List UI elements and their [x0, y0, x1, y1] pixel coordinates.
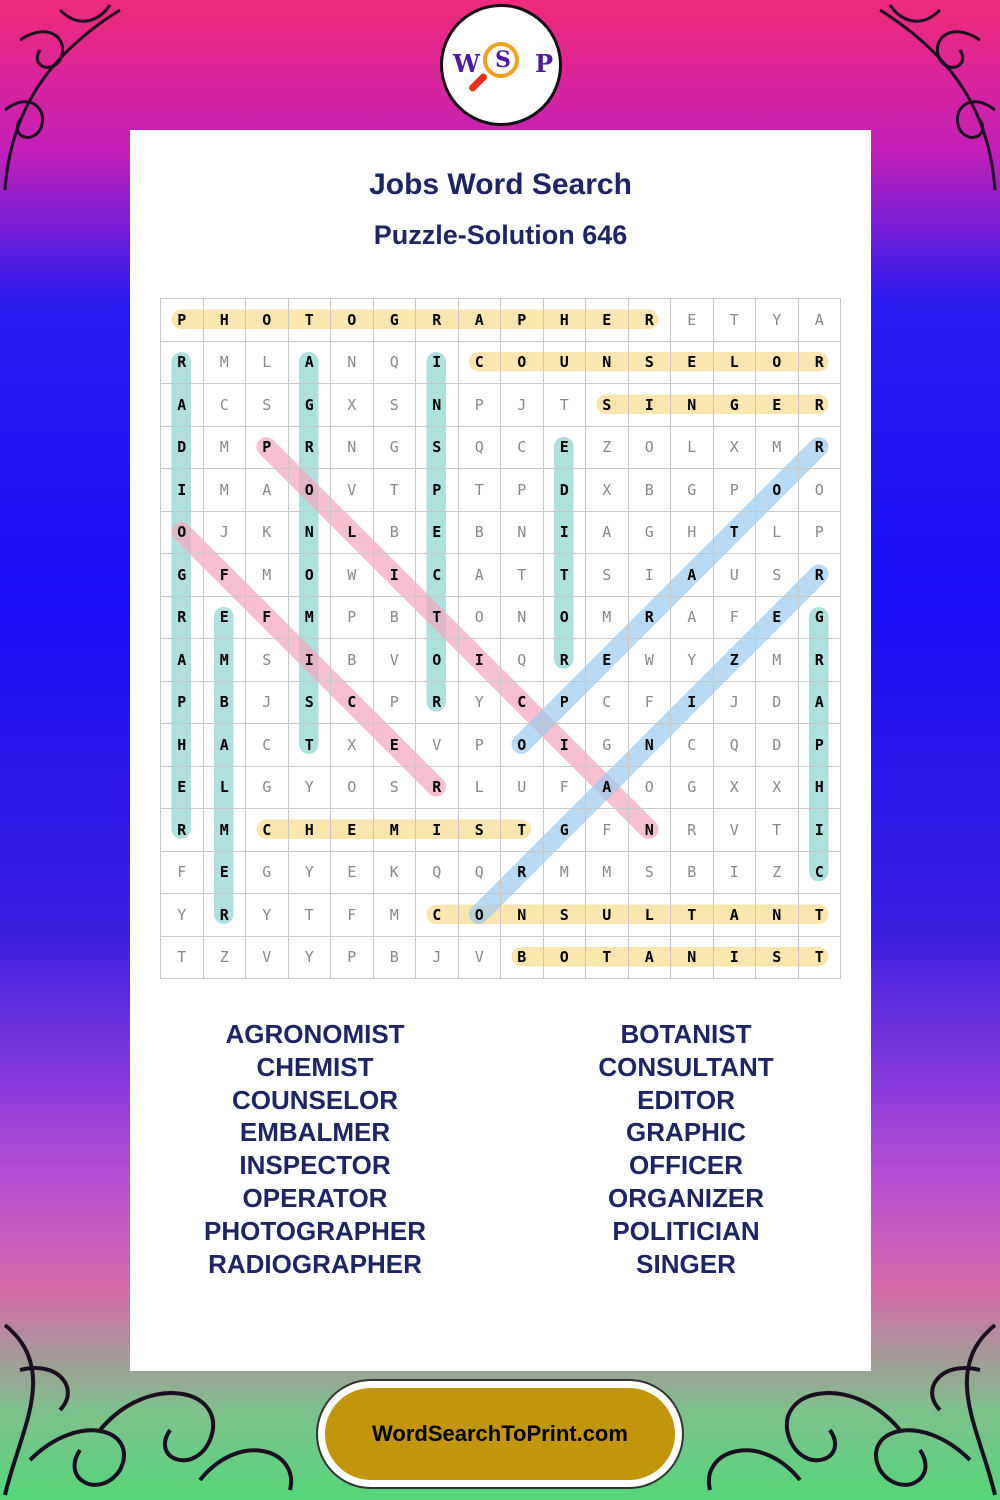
grid-cell: A [459, 299, 502, 342]
letter-grid [160, 298, 841, 979]
grid-cell: I [416, 809, 459, 852]
grid-cell: N [586, 342, 629, 385]
grid-cell: I [671, 682, 714, 725]
grid-cell: T [799, 894, 842, 937]
grid-cell: S [629, 342, 672, 385]
grid-cell: P [501, 299, 544, 342]
grid-cell: K [246, 512, 289, 555]
grid-cell: O [459, 894, 502, 937]
grid-cell: G [161, 554, 204, 597]
word-list-item: POLITICIAN [612, 1215, 760, 1246]
word-list-item: PHOTOGRAPHER [204, 1215, 426, 1246]
grid-cell: M [374, 894, 417, 937]
site-link-button[interactable] [325, 1388, 675, 1480]
grid-cell: B [671, 852, 714, 895]
grid-cell: N [629, 724, 672, 767]
grid-cell: J [204, 512, 247, 555]
grid-cell: G [289, 384, 332, 427]
grid-cell: B [501, 937, 544, 980]
grid-cell: P [799, 724, 842, 767]
grid-cell: H [544, 299, 587, 342]
word-list-item: CONSULTANT [598, 1051, 774, 1082]
grid-cell: F [246, 597, 289, 640]
grid-cell: N [671, 937, 714, 980]
grid-cell: U [544, 342, 587, 385]
grid-cell: C [416, 554, 459, 597]
grid-cell: Q [374, 342, 417, 385]
grid-cell: D [544, 469, 587, 512]
grid-cell: A [799, 682, 842, 725]
grid-cell: X [331, 724, 374, 767]
grid-cell: C [501, 427, 544, 470]
grid-cell: L [204, 767, 247, 810]
grid-cell: M [756, 427, 799, 470]
grid-cell: I [416, 342, 459, 385]
grid-cell: P [161, 299, 204, 342]
grid-cell: Y [459, 682, 502, 725]
grid-cell: R [799, 427, 842, 470]
grid-cell: R [799, 554, 842, 597]
word-list-item: INSPECTOR [239, 1150, 391, 1181]
grid-cell: H [671, 512, 714, 555]
word-list-item: GRAPHIC [626, 1117, 746, 1148]
grid-cell: M [204, 639, 247, 682]
grid-cell: J [501, 384, 544, 427]
grid-cell: P [459, 724, 502, 767]
grid-cell: B [374, 937, 417, 980]
grid-cell: X [714, 767, 757, 810]
grid-cell: Q [714, 724, 757, 767]
grid-cell: Y [289, 937, 332, 980]
grid-cell: I [629, 384, 672, 427]
grid-cell: F [629, 682, 672, 725]
grid-cell: I [544, 724, 587, 767]
grid-cell: R [629, 299, 672, 342]
word-list-item: OFFICER [628, 1150, 744, 1181]
word-list-item: ORGANIZER [608, 1182, 764, 1213]
grid-cell: I [459, 639, 502, 682]
word-list-item: RADIOGRAPHER [208, 1248, 422, 1279]
grid-cell: O [331, 299, 374, 342]
grid-cell: C [416, 894, 459, 937]
site-link-label: WordSearchToPrint.com [372, 1421, 628, 1446]
word-list-item: EMBALMER [239, 1117, 391, 1148]
grid-cell: O [289, 469, 332, 512]
grid-cell: S [629, 852, 672, 895]
grid-cell: E [374, 724, 417, 767]
grid-cell: I [714, 937, 757, 980]
logo-letter-p: P [535, 49, 554, 78]
word-list-item: AGRONOMIST [225, 1019, 405, 1049]
grid-cell: A [161, 384, 204, 427]
grid-cell: G [799, 597, 842, 640]
grid-cell: A [671, 597, 714, 640]
grid-cell: J [714, 682, 757, 725]
grid-cell: Q [416, 852, 459, 895]
grid-cell: P [459, 384, 502, 427]
corner-ornament-top-left [0, 0, 140, 200]
grid-cell: R [204, 894, 247, 937]
grid-cell: A [586, 767, 629, 810]
grid-cell: L [714, 342, 757, 385]
grid-cell: T [586, 937, 629, 980]
grid-cell: P [501, 469, 544, 512]
grid-cell: P [246, 427, 289, 470]
grid-cell: O [799, 469, 842, 512]
grid-cell: S [756, 937, 799, 980]
grid-cell: V [246, 937, 289, 980]
grid-cell: L [671, 427, 714, 470]
grid-cell: T [416, 597, 459, 640]
grid-cell: V [416, 724, 459, 767]
grid-cell: O [501, 342, 544, 385]
grid-cell: V [714, 809, 757, 852]
grid-cell: R [161, 809, 204, 852]
grid-cell: M [586, 597, 629, 640]
word-list-right [501, 1018, 871, 1280]
word-list-item: CHEMIST [256, 1051, 374, 1082]
grid-cell: E [586, 639, 629, 682]
grid-cell: H [799, 767, 842, 810]
grid-cell: D [161, 427, 204, 470]
grid-cell: B [629, 469, 672, 512]
grid-cell: T [756, 809, 799, 852]
word-list-item: BOTANIST [620, 1019, 752, 1049]
grid-cell: S [416, 427, 459, 470]
word-list-item: OPERATOR [242, 1182, 388, 1213]
grid-cell: H [204, 299, 247, 342]
grid-cell: I [289, 639, 332, 682]
grid-cell: M [289, 597, 332, 640]
puzzle-card [130, 130, 871, 1371]
grid-cell: R [671, 809, 714, 852]
grid-cell: X [756, 767, 799, 810]
grid-cell: M [204, 427, 247, 470]
grid-cell: E [586, 299, 629, 342]
grid-cell: S [246, 384, 289, 427]
grid-cell: P [374, 682, 417, 725]
grid-cell: L [459, 767, 502, 810]
grid-cell: R [501, 852, 544, 895]
grid-cell: T [289, 299, 332, 342]
grid-cell: M [756, 639, 799, 682]
grid-cell: S [756, 554, 799, 597]
grid-cell: L [629, 894, 672, 937]
grid-cell: I [799, 809, 842, 852]
grid-cell: O [161, 512, 204, 555]
grid-cell: E [671, 299, 714, 342]
grid-cell: G [586, 724, 629, 767]
grid-cell: O [246, 299, 289, 342]
grid-cell: Y [756, 299, 799, 342]
grid-cell: D [756, 724, 799, 767]
grid-cell: T [459, 469, 502, 512]
grid-cell: O [629, 427, 672, 470]
grid-cell: Y [246, 894, 289, 937]
grid-cell: J [246, 682, 289, 725]
grid-cell: S [374, 384, 417, 427]
logo-letter-w: W [453, 49, 480, 78]
grid-cell: R [544, 639, 587, 682]
grid-cell: N [501, 894, 544, 937]
grid-cell: V [374, 639, 417, 682]
grid-cell: T [374, 469, 417, 512]
grid-cell: Y [289, 767, 332, 810]
grid-cell: O [289, 554, 332, 597]
grid-cell: Z [204, 937, 247, 980]
grid-cell: R [161, 342, 204, 385]
grid-cell: T [714, 512, 757, 555]
grid-cell: O [544, 597, 587, 640]
grid-cell: Y [289, 852, 332, 895]
grid-cell: L [246, 342, 289, 385]
grid-cell: F [331, 894, 374, 937]
grid-cell: E [331, 852, 374, 895]
grid-cell: O [501, 724, 544, 767]
grid-cell: N [416, 384, 459, 427]
grid-cell: M [246, 554, 289, 597]
grid-cell: F [544, 767, 587, 810]
grid-cell: N [331, 427, 374, 470]
grid-cell: T [544, 554, 587, 597]
grid-cell: T [501, 554, 544, 597]
grid-cell: F [586, 809, 629, 852]
grid-cell: T [799, 937, 842, 980]
grid-cell: R [416, 682, 459, 725]
grid-cell: A [671, 554, 714, 597]
grid-cell: N [756, 894, 799, 937]
grid-cell: A [161, 639, 204, 682]
grid-cell: E [161, 767, 204, 810]
grid-cell: C [331, 682, 374, 725]
grid-cell: M [586, 852, 629, 895]
grid-cell: E [671, 342, 714, 385]
grid-cell: I [161, 469, 204, 512]
grid-cell: G [671, 469, 714, 512]
grid-cell: C [459, 342, 502, 385]
grid-cell: Z [586, 427, 629, 470]
grid-cell: N [629, 809, 672, 852]
grid-cell: R [416, 299, 459, 342]
grid-cell: A [246, 469, 289, 512]
grid-cell: A [629, 937, 672, 980]
word-list-item: EDITOR [637, 1084, 735, 1115]
grid-cell: A [799, 299, 842, 342]
grid-cell: V [459, 937, 502, 980]
grid-cell: G [246, 767, 289, 810]
grid-cell: D [756, 682, 799, 725]
grid-cell: A [714, 894, 757, 937]
grid-cell: C [586, 682, 629, 725]
grid-cell: C [671, 724, 714, 767]
grid-cell: F [714, 597, 757, 640]
corner-ornament-top-right [860, 0, 1000, 200]
grid-cell: P [714, 469, 757, 512]
grid-cell: W [331, 554, 374, 597]
grid-cell: A [289, 342, 332, 385]
grid-cell: T [501, 809, 544, 852]
grid-cell: T [289, 724, 332, 767]
grid-cell: Q [459, 427, 502, 470]
grid-cell: S [544, 894, 587, 937]
grid-cell: E [544, 427, 587, 470]
grid-cell: R [799, 639, 842, 682]
grid-cell: E [204, 852, 247, 895]
grid-cell: Z [756, 852, 799, 895]
grid-cell: G [544, 809, 587, 852]
grid-cell: E [331, 809, 374, 852]
grid-cell: M [544, 852, 587, 895]
grid-cell: M [204, 469, 247, 512]
grid-cell: N [501, 597, 544, 640]
grid-cell: O [756, 342, 799, 385]
word-list-item: COUNSELOR [231, 1084, 399, 1115]
grid-cell: P [161, 682, 204, 725]
grid-cell: O [544, 937, 587, 980]
grid-cell: C [246, 724, 289, 767]
grid-cell: T [289, 894, 332, 937]
grid-cell: N [501, 512, 544, 555]
grid-cell: Y [671, 639, 714, 682]
grid-cell: G [246, 852, 289, 895]
grid-cell: R [799, 342, 842, 385]
grid-cell: N [289, 512, 332, 555]
page-title: Jobs Word Search [369, 168, 632, 201]
grid-cell: O [459, 597, 502, 640]
grid-cell: X [586, 469, 629, 512]
grid-cell: G [671, 767, 714, 810]
grid-cell: O [416, 639, 459, 682]
grid-cell: H [161, 724, 204, 767]
grid-cell: E [204, 597, 247, 640]
grid-cell: P [544, 682, 587, 725]
grid-cell: U [714, 554, 757, 597]
grid-cell: O [331, 767, 374, 810]
grid-cell: T [671, 894, 714, 937]
grid-cell: I [714, 852, 757, 895]
grid-cell: P [416, 469, 459, 512]
grid-cell: P [799, 512, 842, 555]
grid-cell: Y [161, 894, 204, 937]
grid-cell: A [204, 724, 247, 767]
grid-cell: L [756, 512, 799, 555]
grid-cell: O [629, 767, 672, 810]
grid-cell: U [501, 767, 544, 810]
grid-cell: W [629, 639, 672, 682]
grid-cell: K [374, 852, 417, 895]
grid-cell: S [586, 384, 629, 427]
grid-cell: B [204, 682, 247, 725]
grid-cell: O [756, 469, 799, 512]
grid-cell: C [799, 852, 842, 895]
grid-cell: B [374, 512, 417, 555]
grid-cell: E [756, 384, 799, 427]
grid-cell: A [459, 554, 502, 597]
grid-cell: R [161, 597, 204, 640]
grid-cell: T [161, 937, 204, 980]
grid-cell: I [544, 512, 587, 555]
grid-cell: U [586, 894, 629, 937]
grid-cell: Q [459, 852, 502, 895]
grid-cell: B [459, 512, 502, 555]
grid-cell: R [629, 597, 672, 640]
site-logo [440, 4, 562, 126]
grid-cell: J [416, 937, 459, 980]
grid-cell: T [544, 384, 587, 427]
grid-cell: R [289, 427, 332, 470]
grid-cell: G [374, 427, 417, 470]
grid-cell: M [204, 342, 247, 385]
grid-cell: G [629, 512, 672, 555]
grid-cell: C [501, 682, 544, 725]
grid-cell: T [714, 299, 757, 342]
grid-cell: L [331, 512, 374, 555]
grid-cell: P [331, 937, 374, 980]
word-list-item: SINGER [636, 1248, 736, 1279]
grid-cell: V [331, 469, 374, 512]
grid-cell: F [204, 554, 247, 597]
grid-cell: M [204, 809, 247, 852]
grid-cell: M [374, 809, 417, 852]
grid-cell: E [416, 512, 459, 555]
grid-cell: I [629, 554, 672, 597]
grid-cell: C [246, 809, 289, 852]
grid-cell: X [714, 427, 757, 470]
grid-cell: C [204, 384, 247, 427]
grid-cell: R [799, 384, 842, 427]
grid-cell: S [586, 554, 629, 597]
grid-cell: R [416, 767, 459, 810]
grid-cell: N [331, 342, 374, 385]
grid-cell: F [161, 852, 204, 895]
word-list-left [130, 1018, 500, 1280]
grid-cell: S [374, 767, 417, 810]
grid-cell: A [586, 512, 629, 555]
grid-cell: H [289, 809, 332, 852]
page-subtitle: Puzzle-Solution 646 [373, 220, 628, 250]
grid-cell: G [714, 384, 757, 427]
grid-cell: S [289, 682, 332, 725]
grid-cell: I [374, 554, 417, 597]
grid-cell: B [374, 597, 417, 640]
grid-cell: N [671, 384, 714, 427]
grid-cell: B [331, 639, 374, 682]
logo-letter-s: S [495, 47, 511, 73]
grid-cell: S [459, 809, 502, 852]
grid-cell: Z [714, 639, 757, 682]
grid-cell: Q [501, 639, 544, 682]
grid-cell: X [331, 384, 374, 427]
grid-cell: G [374, 299, 417, 342]
grid-cell: E [756, 597, 799, 640]
grid-cell: S [246, 639, 289, 682]
grid-cell: P [331, 597, 374, 640]
